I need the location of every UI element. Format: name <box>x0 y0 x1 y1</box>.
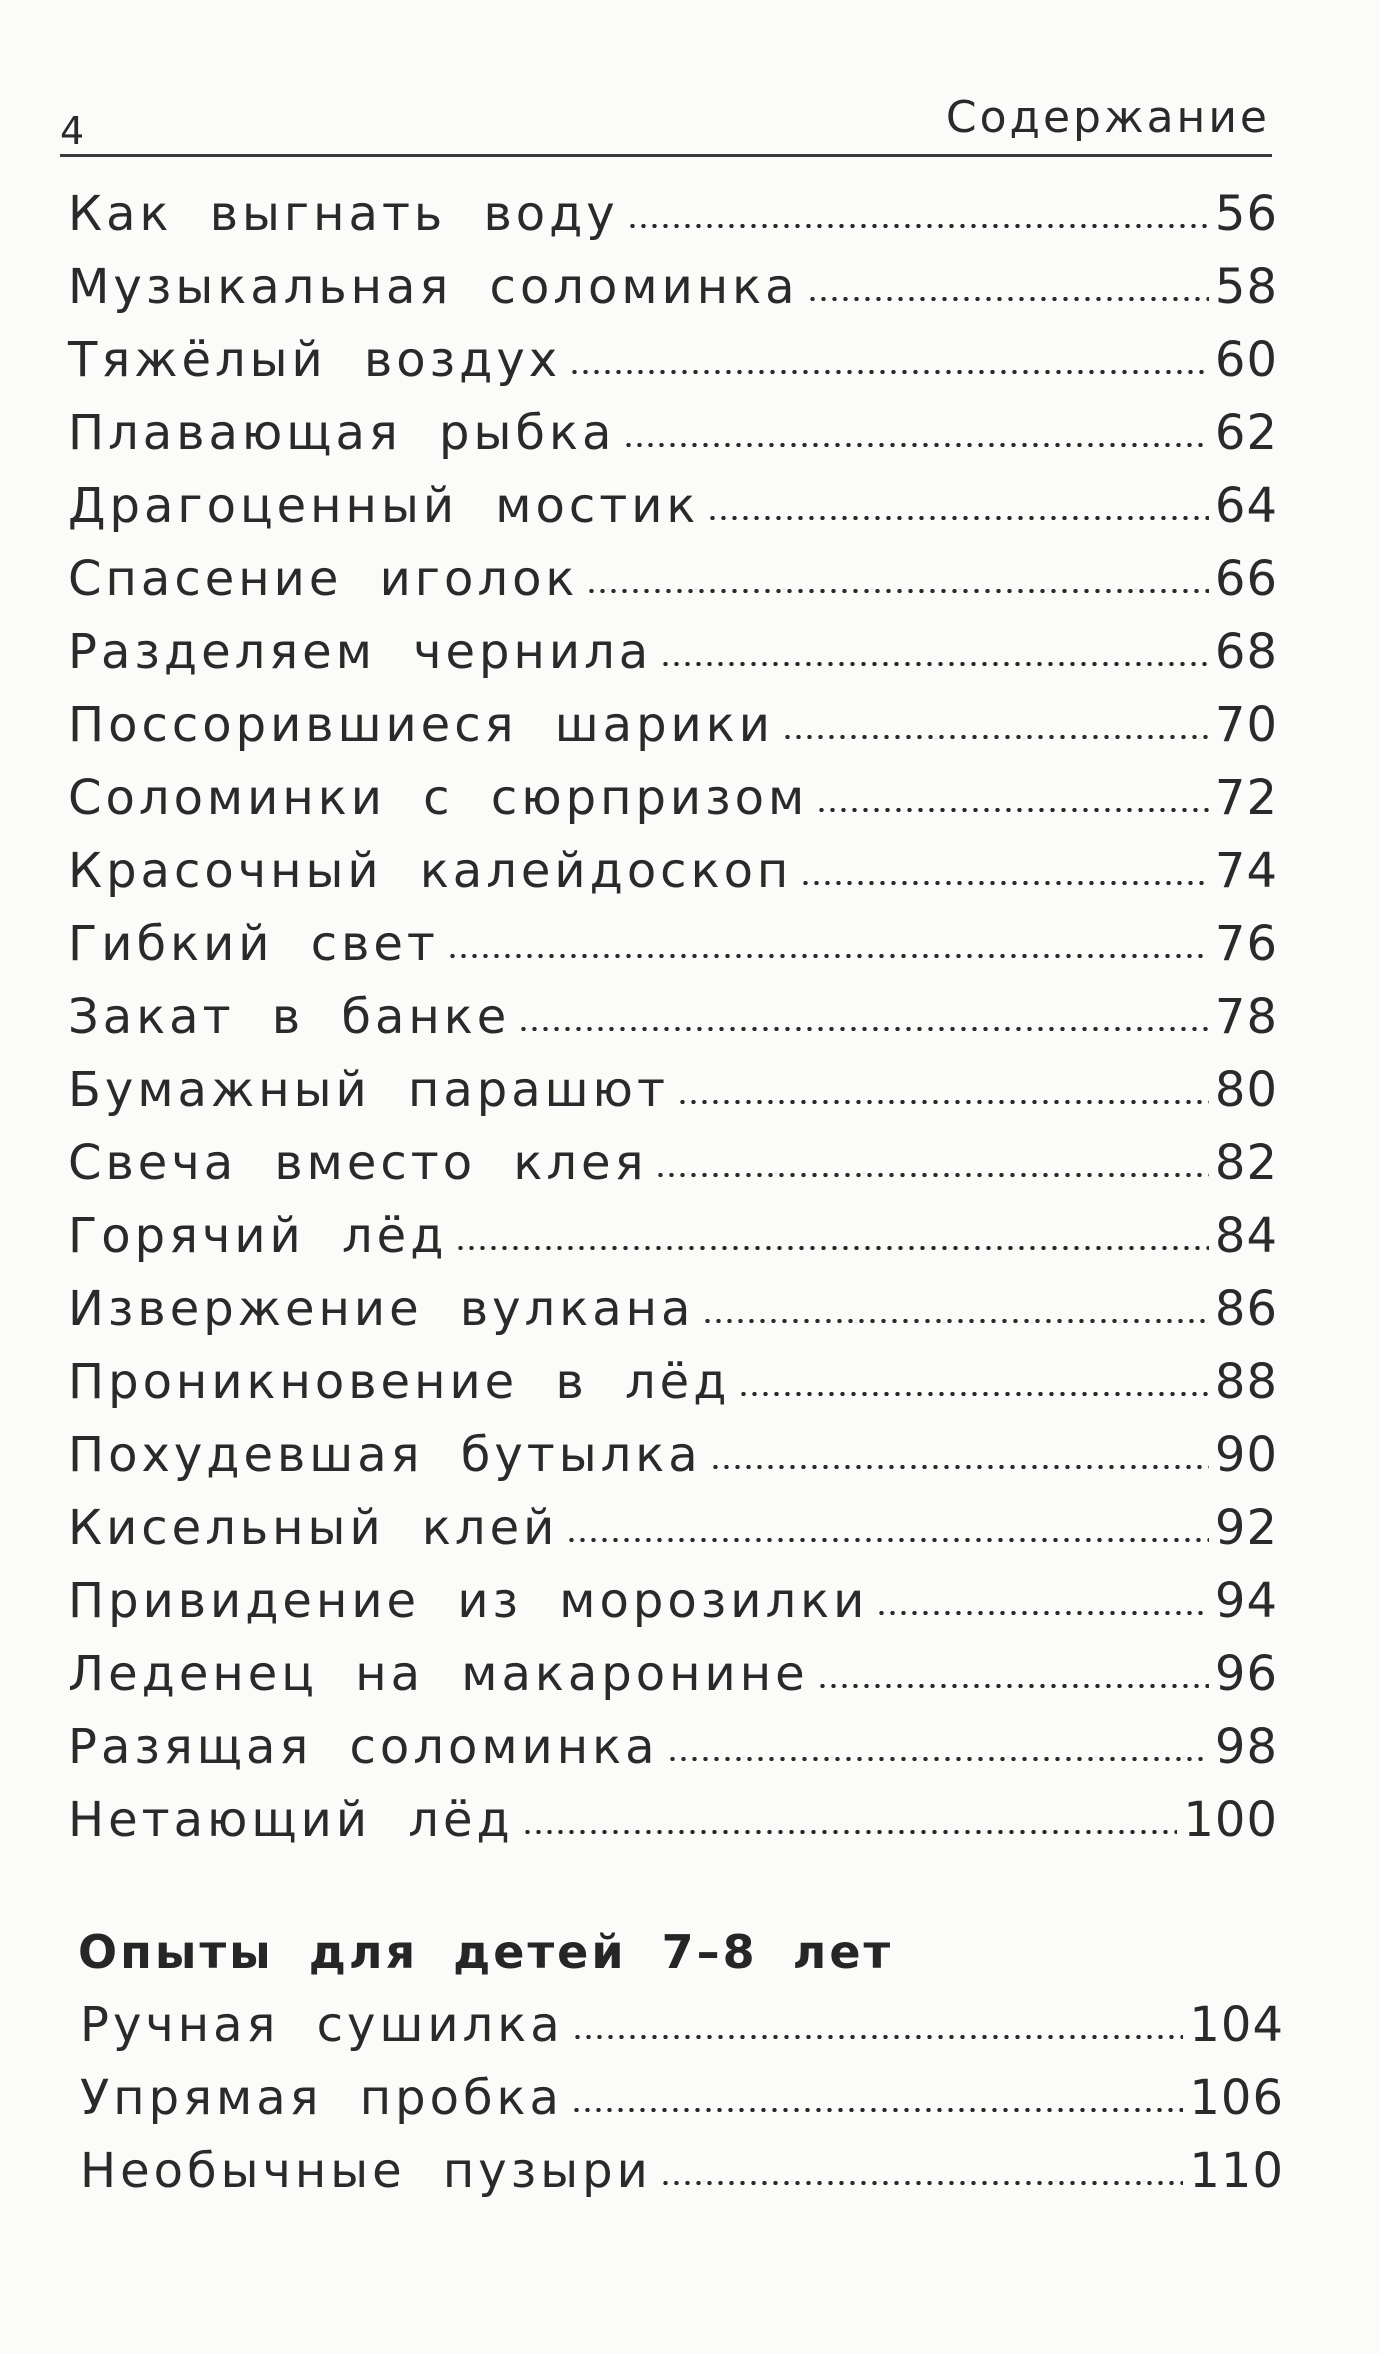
toc-entry-title: Разящая соломинка <box>68 1719 659 1775</box>
toc-entry-title: Ручная сушилка <box>80 1997 564 2053</box>
dot-leader <box>566 1538 1209 1542</box>
toc-entry-title: Кисельный клей <box>68 1500 559 1556</box>
toc-entry-title: Закат в банке <box>68 989 511 1045</box>
toc-entry-page-number: 72 <box>1214 770 1278 826</box>
dot-leader <box>627 224 1209 228</box>
dot-leader <box>738 1392 1209 1396</box>
toc-entry-page-number: 80 <box>1214 1062 1278 1118</box>
dot-leader <box>807 297 1209 301</box>
dot-leader <box>623 443 1208 447</box>
toc-entry <box>68 405 1278 478</box>
toc-entry-page-number: 56 <box>1214 186 1278 242</box>
dot-leader <box>455 1246 1209 1250</box>
toc-entry <box>68 1281 1278 1354</box>
dot-leader <box>782 735 1209 739</box>
toc-entry <box>80 2070 1284 2143</box>
dot-leader <box>667 1757 1209 1761</box>
toc-entry-title: Музыкальная соломинка <box>68 259 799 315</box>
toc-entry <box>68 1208 1278 1281</box>
dot-leader <box>702 1319 1208 1323</box>
toc-entry-page-number: 58 <box>1214 259 1278 315</box>
toc-entry <box>68 1646 1278 1719</box>
toc-entry-title: Бумажный парашют <box>68 1062 669 1118</box>
dot-leader <box>710 1465 1209 1469</box>
toc-entry <box>68 1719 1278 1792</box>
dot-leader <box>569 370 1209 374</box>
toc-entry-title: Свеча вместо клея <box>68 1135 648 1191</box>
dot-leader <box>655 1173 1208 1177</box>
toc-entry <box>68 259 1278 332</box>
toc-entry-page-number: 96 <box>1214 1646 1278 1702</box>
toc-entry-page-number: 110 <box>1189 2143 1284 2199</box>
dot-leader <box>660 2181 1184 2185</box>
toc-entry-title: Необычные пузыри <box>80 2143 652 2199</box>
toc-entry-page-number: 104 <box>1189 1997 1284 2053</box>
toc-entry <box>68 916 1278 989</box>
toc-entry-page-number: 86 <box>1214 1281 1278 1337</box>
dot-leader <box>876 1611 1209 1615</box>
toc-entry <box>68 989 1278 1062</box>
page-number: 4 <box>60 109 85 153</box>
toc-entry-page-number: 84 <box>1214 1208 1278 1264</box>
toc-entry <box>68 332 1278 405</box>
running-head <box>60 64 1272 157</box>
toc-entry-title: Извержение вулкана <box>68 1281 695 1337</box>
dot-leader <box>522 1830 1178 1834</box>
dot-leader <box>816 808 1209 812</box>
toc-entry-title: Плавающая рыбка <box>68 405 616 461</box>
toc-entry <box>68 1354 1278 1427</box>
dot-leader <box>586 589 1209 593</box>
dot-leader <box>447 954 1209 958</box>
dot-leader <box>571 2108 1183 2112</box>
toc-entry-title: Разделяем чернила <box>68 624 653 680</box>
toc-entry-page-number: 106 <box>1189 2070 1284 2126</box>
toc-entry <box>68 770 1278 843</box>
toc-entry-title: Упрямая пробка <box>80 2070 563 2126</box>
toc-entry <box>80 1997 1284 2070</box>
toc-entry-title: Привидение из морозилки <box>68 1573 869 1629</box>
dot-leader <box>518 1027 1209 1031</box>
toc-entry-title: Тяжёлый воздух <box>68 332 562 388</box>
toc-entry-page-number: 62 <box>1214 405 1278 461</box>
table-of-contents <box>68 186 1278 1865</box>
toc-entry <box>68 551 1278 624</box>
section-title: Содержание <box>945 92 1270 143</box>
toc-entry <box>68 186 1278 259</box>
toc-entry <box>68 1792 1278 1865</box>
toc-entry <box>68 478 1278 551</box>
dot-leader <box>800 881 1209 885</box>
toc-entry-page-number: 90 <box>1214 1427 1278 1483</box>
toc-entry-page-number: 74 <box>1214 843 1278 899</box>
toc-entry-title: Соломинки с сюрпризом <box>68 770 809 826</box>
dot-leader <box>677 1100 1209 1104</box>
toc-entry <box>68 624 1278 697</box>
toc-entry <box>68 1573 1278 1646</box>
toc-entry-page-number: 68 <box>1214 624 1278 680</box>
toc-entry-page-number: 82 <box>1214 1135 1278 1191</box>
toc-entry-title: Нетающий лёд <box>68 1792 514 1848</box>
toc-entry-page-number: 70 <box>1214 697 1278 753</box>
toc-entry-page-number: 66 <box>1214 551 1278 607</box>
dot-leader <box>707 516 1209 520</box>
toc-entry-page-number: 92 <box>1214 1500 1278 1556</box>
toc-entry <box>68 1500 1278 1573</box>
toc-entry-page-number: 100 <box>1183 1792 1278 1848</box>
toc-entry <box>68 843 1278 916</box>
toc-entry-page-number: 94 <box>1214 1573 1278 1629</box>
toc-entry-page-number: 78 <box>1214 989 1278 1045</box>
toc-entry-page-number: 98 <box>1214 1719 1278 1775</box>
group-heading: Опыты для детей 7–8 лет <box>78 1925 894 1979</box>
toc-entry <box>68 1062 1278 1135</box>
toc-entry-title: Спасение иголок <box>68 551 579 607</box>
toc-entry-title: Поссорившиеся шарики <box>68 697 774 753</box>
dot-leader <box>660 662 1209 666</box>
toc-entry-title: Похудевшая бутылка <box>68 1427 702 1483</box>
toc-entry-page-number: 76 <box>1214 916 1278 972</box>
toc-entry-title: Проникновение в лёд <box>68 1354 731 1410</box>
toc-entry <box>68 1427 1278 1500</box>
toc-entry-title: Горячий лёд <box>68 1208 448 1264</box>
toc-entry <box>80 2143 1284 2216</box>
toc-entry-page-number: 60 <box>1214 332 1278 388</box>
dot-leader <box>572 2035 1184 2039</box>
toc-entry-page-number: 64 <box>1214 478 1278 534</box>
toc-entry-title: Драгоценный мостик <box>68 478 700 534</box>
toc-entry <box>68 1135 1278 1208</box>
toc-entry-title: Как выгнать воду <box>68 186 619 242</box>
dot-leader <box>817 1684 1209 1688</box>
table-of-contents-group <box>80 1997 1284 2216</box>
toc-entry-title: Гибкий свет <box>68 916 439 972</box>
toc-entry <box>68 697 1278 770</box>
toc-entry-title: Красочный калейдоскоп <box>68 843 793 899</box>
toc-entry-title: Леденец на макаронине <box>68 1646 809 1702</box>
toc-entry-page-number: 88 <box>1214 1354 1278 1410</box>
